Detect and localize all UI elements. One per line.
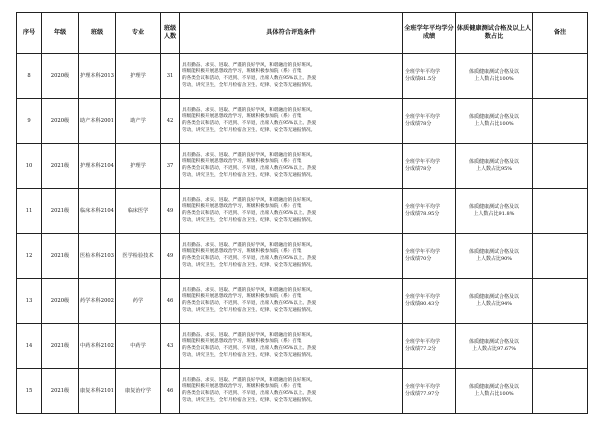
row-health-test-cell (456, 54, 533, 99)
row-health-test-cell (456, 324, 533, 369)
row-grade-cell: 2021级 (42, 369, 79, 414)
row-average-score-cell (403, 99, 456, 144)
row-class-cell: 药学本科2002 (79, 279, 116, 324)
row-criteria-line: 具有勤奋、求实、进取、严谨的良好学风，和谐融洽的良好班风。 (182, 152, 316, 158)
row-index-cell: 15 (17, 369, 42, 414)
row-criteria-line: 的各类会议和活动，不迟到、不早退，出席人数在95%以上。热爱 (182, 166, 317, 171)
table-row (17, 324, 588, 369)
header-class: 班级 (79, 13, 116, 54)
row-criteria-cell (180, 54, 403, 99)
row-health-test-line: 体质健康测试合格及以 (468, 69, 519, 76)
row-remarks-cell (533, 324, 588, 369)
row-health-test-cell (456, 99, 533, 144)
row-health-test-line: 体质健康测试合格及以 (468, 249, 519, 256)
row-criteria-line: 具有勤奋、求实、进取、严谨的良好学风，和谐融洽的良好班风。 (182, 242, 316, 248)
row-health-test-cell (456, 234, 533, 279)
row-class-size-cell: 46 (161, 279, 180, 324)
row-average-score-line: 全班学年平均学 (405, 294, 441, 301)
row-index-cell: 14 (17, 324, 42, 369)
table-body (17, 54, 588, 414)
row-average-score-cell (403, 324, 456, 369)
row-index-cell: 9 (17, 99, 42, 144)
row-criteria-line: 班级能积极开展思想政治学习，班级积极参加院（系）召集 (182, 159, 302, 165)
row-average-score-cell (403, 54, 456, 99)
header-average-score: 全班学年平均学分成绩 (403, 13, 456, 54)
row-criteria-line: 的各类会议和活动，不迟到、不早退，出席人数在95%以上。热爱 (182, 301, 317, 306)
header-class-size: 班级人数 (161, 13, 180, 54)
row-criteria-cell (180, 144, 403, 189)
row-criteria-cell (180, 324, 403, 369)
row-health-test-line: 体质健康测试合格及以 (468, 384, 519, 391)
row-remarks-cell (533, 369, 588, 414)
row-criteria-line: 具有勤奋、求实、进取、严谨的良好学风，和谐融洽的良好班风。 (182, 197, 316, 203)
row-average-score-line: 全班学年平均学 (405, 384, 441, 391)
row-remarks-cell (533, 279, 588, 324)
table-row (17, 189, 588, 234)
row-health-test-line: 上人数占比94% (475, 301, 513, 307)
header-index: 序号 (17, 13, 42, 54)
row-criteria-line: 具有勤奋、求实、进取、严谨的良好学风，和谐融洽的良好班风。 (182, 377, 316, 383)
row-index-cell: 8 (17, 54, 42, 99)
row-health-test-line: 体质健康测试合格及以 (468, 159, 519, 166)
row-class-size-cell: 37 (161, 144, 180, 189)
row-average-score-line: 全班学年平均学 (405, 69, 441, 76)
row-average-score-line: 全班学年平均学 (405, 159, 441, 166)
row-average-score-line: 分成绩78.95分 (405, 211, 440, 217)
row-criteria-line: 劳动，讲究卫生，全年月检宿舍卫生、纪律、安全等无通报情况。 (182, 127, 316, 133)
row-health-test-line: 体质健康测试合格及以 (468, 204, 519, 211)
row-index-cell: 12 (17, 234, 42, 279)
row-health-test-line: 上人数占比90% (475, 256, 513, 262)
row-criteria-line: 劳动，讲究卫生，全年月检宿舍卫生、纪律、安全等无通报情况。 (182, 82, 316, 88)
row-health-test-line: 体质健康测试合格及以 (468, 294, 519, 301)
row-criteria-cell (180, 189, 403, 234)
row-health-test-line: 上人数占比95% (475, 166, 513, 172)
row-criteria-line: 班级能积极开展思想政治学习，班级积极参加院（系）召集 (182, 249, 302, 255)
row-criteria-line: 班级能积极开展思想政治学习，班级积极参加院（系）召集 (182, 294, 302, 300)
row-criteria-line: 具有勤奋、求实、进取、严谨的良好学风，和谐融洽的良好班风。 (182, 332, 316, 338)
row-class-size-cell: 43 (161, 324, 180, 369)
row-health-test-cell (456, 369, 533, 414)
row-major-cell: 护理学 (116, 144, 161, 189)
row-grade-cell: 2021级 (42, 144, 79, 189)
row-criteria-line: 班级能积极开展思想政治学习，班级积极参加院（系）召集 (182, 114, 302, 120)
header-row (17, 13, 588, 54)
row-class-cell: 护理本科2013 (79, 54, 116, 99)
row-class-size-cell: 42 (161, 99, 180, 144)
row-criteria-line: 班级能积极开展思想政治学习，班级积极参加院（系）召集 (182, 339, 302, 345)
class-evaluation-sheet (16, 12, 587, 414)
row-index-cell: 10 (17, 144, 42, 189)
table-row (17, 144, 588, 189)
header-grade: 年级 (42, 13, 79, 54)
row-remarks-cell (533, 99, 588, 144)
row-grade-cell: 2021级 (42, 324, 79, 369)
row-class-cell: 医检本科2103 (79, 234, 116, 279)
row-class-cell: 康复本科2101 (79, 369, 116, 414)
row-class-size-cell: 46 (161, 369, 180, 414)
row-class-size-cell: 31 (161, 54, 180, 99)
row-average-score-line: 全班学年平均学 (405, 249, 441, 256)
row-criteria-line: 劳动，讲究卫生，全年月检宿舍卫生、纪律、安全等无通报情况。 (182, 397, 316, 403)
row-remarks-cell (533, 144, 588, 189)
row-average-score-line: 分成绩70分 (405, 256, 432, 262)
row-criteria-line: 劳动，讲究卫生，全年月检宿舍卫生、纪律、安全等无通报情况。 (182, 307, 316, 313)
row-criteria-line: 的各类会议和活动，不迟到、不早退，出席人数在95%以上。热爱 (182, 256, 317, 261)
row-average-score-cell (403, 279, 456, 324)
row-health-test-cell (456, 279, 533, 324)
row-health-test-line: 上人数占比100% (474, 76, 514, 82)
row-criteria-line: 具有勤奋、求实、进取、严谨的良好学风，和谐融洽的良好班风。 (182, 107, 316, 113)
row-average-score-line: 分成绩77.97分 (405, 391, 440, 397)
row-health-test-cell (456, 189, 533, 234)
row-grade-cell: 2020级 (42, 99, 79, 144)
row-health-test-cell (456, 144, 533, 189)
row-criteria-line: 的各类会议和活动，不迟到、不早退，出席人数在95%以上。热爱 (182, 121, 317, 126)
row-average-score-line: 分成绩78分 (405, 166, 432, 172)
row-criteria-line: 具有勤奋、求实、进取、严谨的良好学风，和谐融洽的良好班风。 (182, 62, 316, 68)
row-criteria-line: 的各类会议和活动，不迟到、不早退，出席人数在95%以上。热爱 (182, 76, 317, 81)
header-remarks: 备注 (533, 13, 588, 54)
row-grade-cell: 2021级 (42, 234, 79, 279)
row-remarks-cell (533, 189, 588, 234)
row-remarks-cell (533, 234, 588, 279)
row-grade-cell: 2020级 (42, 279, 79, 324)
row-criteria-line: 具有勤奋、求实、进取、严谨的良好学风，和谐融洽的良好班风。 (182, 287, 316, 293)
row-criteria-line: 劳动，讲究卫生，全年月检宿舍卫生、纪律、安全等无通报情况。 (182, 217, 316, 223)
row-major-cell: 助产学 (116, 99, 161, 144)
row-class-cell: 临床本科2104 (79, 189, 116, 234)
row-class-cell: 助产本科2001 (79, 99, 116, 144)
row-class-size-cell: 49 (161, 189, 180, 234)
row-average-score-cell (403, 234, 456, 279)
row-criteria-line: 班级能积极开展思想政治学习，班级积极参加院（系）召集 (182, 384, 302, 390)
class-evaluation-table (16, 12, 588, 414)
row-grade-cell: 2021级 (42, 189, 79, 234)
row-criteria-line: 劳动，讲究卫生，全年月检宿舍卫生、纪律、安全等无通报情况。 (182, 172, 316, 178)
row-average-score-line: 分成绩80.43分 (405, 301, 440, 307)
header-health-test: 体质健康测试合格及以上人数占比 (456, 13, 533, 54)
row-health-test-line: 上人数占比100% (474, 121, 514, 127)
row-criteria-line: 的各类会议和活动，不迟到、不早退，出席人数在95%以上。热爱 (182, 391, 317, 396)
row-major-cell: 护理学 (116, 54, 161, 99)
row-average-score-line: 全班学年平均学 (405, 339, 441, 346)
row-average-score-line: 全班学年平均学 (405, 204, 441, 211)
row-criteria-line: 的各类会议和活动，不迟到、不早退，出席人数在95%以上。热爱 (182, 346, 317, 351)
row-remarks-cell (533, 54, 588, 99)
row-average-score-line: 全班学年平均学 (405, 114, 441, 121)
row-average-score-cell (403, 189, 456, 234)
row-criteria-line: 班级能积极开展思想政治学习，班级积极参加院（系）召集 (182, 69, 302, 75)
table-row (17, 99, 588, 144)
row-major-cell: 康复治疗学 (116, 369, 161, 414)
row-health-test-line: 上人数占比97.67% (471, 346, 517, 352)
row-criteria-line: 劳动，讲究卫生，全年月检宿舍卫生、纪律、安全等无通报情况。 (182, 262, 316, 268)
row-class-size-cell: 49 (161, 234, 180, 279)
header-major: 专业 (116, 13, 161, 54)
row-criteria-cell (180, 99, 403, 144)
row-average-score-line: 分成绩81.5分 (405, 76, 437, 82)
row-class-cell: 护理本科2104 (79, 144, 116, 189)
row-health-test-line: 体质健康测试合格及以 (468, 339, 519, 346)
row-index-cell: 11 (17, 189, 42, 234)
row-health-test-line: 上人数占比91.8% (473, 211, 515, 217)
header-criteria: 具体符合评选条件 (180, 13, 403, 54)
table-row (17, 234, 588, 279)
row-average-score-line: 分成绩77.2分 (405, 346, 437, 352)
row-criteria-line: 班级能积极开展思想政治学习，班级积极参加院（系）召集 (182, 204, 302, 210)
row-health-test-line: 体质健康测试合格及以 (468, 114, 519, 121)
row-grade-cell: 2020级 (42, 54, 79, 99)
table-row (17, 279, 588, 324)
row-criteria-cell (180, 369, 403, 414)
row-class-cell: 中药本科2102 (79, 324, 116, 369)
row-major-cell: 中药学 (116, 324, 161, 369)
row-average-score-cell (403, 369, 456, 414)
table-row (17, 54, 588, 99)
row-criteria-line: 劳动，讲究卫生，全年月检宿舍卫生、纪律、安全等无通报情况。 (182, 352, 316, 358)
table-row (17, 369, 588, 414)
row-health-test-line: 上人数占比100% (474, 391, 514, 397)
row-criteria-cell (180, 234, 403, 279)
row-criteria-line: 的各类会议和活动，不迟到、不早退，出席人数在95%以上。热爱 (182, 211, 317, 216)
row-major-cell: 医学检验技术 (116, 234, 161, 279)
row-criteria-cell (180, 279, 403, 324)
row-average-score-cell (403, 144, 456, 189)
row-index-cell: 13 (17, 279, 42, 324)
row-major-cell: 药学 (116, 279, 161, 324)
row-major-cell: 临床医学 (116, 189, 161, 234)
row-average-score-line: 分成绩78分 (405, 121, 432, 127)
